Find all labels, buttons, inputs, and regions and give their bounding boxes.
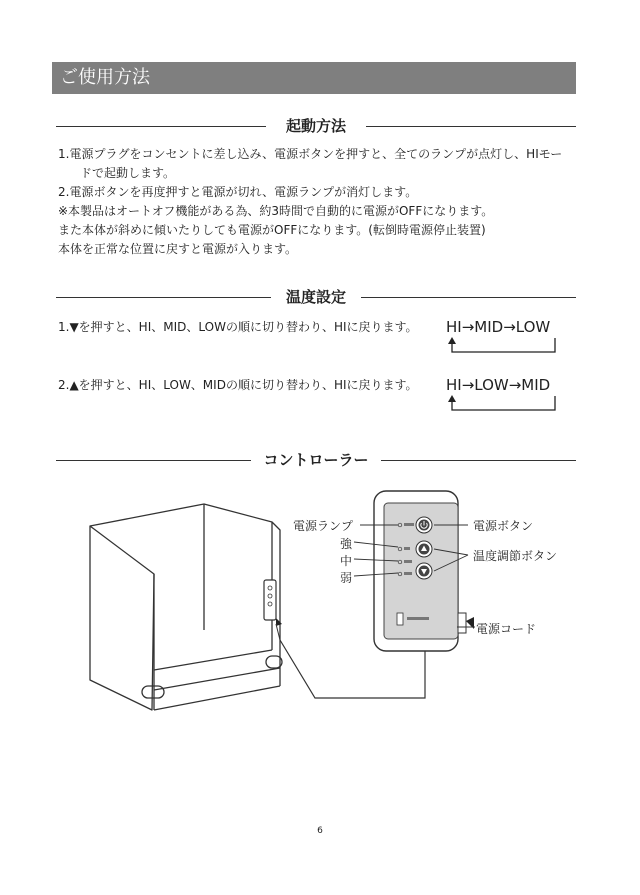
section-title-temperature bbox=[56, 287, 576, 307]
label-strong: 強 bbox=[340, 537, 353, 551]
section-heading: コントローラー bbox=[253, 451, 378, 469]
label-power-lamp: 電源ランプ bbox=[293, 519, 354, 533]
instruction-line: 本体を正常な位置に戻すと電源が入ります。 bbox=[58, 242, 298, 256]
temp-step-1 bbox=[58, 318, 438, 337]
page-header bbox=[52, 62, 576, 94]
instruction-line: ※本製品はオートオフ機能がある為、約3時間で自動的に電源がOFFになります。 bbox=[58, 204, 494, 218]
section-heading: 温度設定 bbox=[276, 288, 356, 306]
section-title-controller bbox=[56, 450, 576, 470]
sequence-down: HI→MID→LOW bbox=[446, 318, 551, 336]
instruction-line: ドで起動します。 bbox=[80, 166, 176, 180]
page-number: 6 bbox=[317, 826, 323, 836]
section-heading: 起動方法 bbox=[276, 117, 356, 135]
cycle-arrow bbox=[440, 394, 570, 416]
label-power-button: 電源ボタン bbox=[473, 519, 534, 533]
cycle-arrow bbox=[440, 336, 570, 358]
temp-step-2 bbox=[58, 376, 438, 395]
label-medium: 中 bbox=[340, 554, 353, 568]
instruction-line: 2.電源ボタンを再度押すと電源が切れ、電源ランプが消灯します。 bbox=[58, 185, 418, 199]
startup-instructions bbox=[58, 145, 578, 259]
section-title-startup bbox=[56, 116, 576, 136]
instruction-line: 1.電源プラグをコンセントに差し込み、電源ボタンを押すと、全てのランプが点灯し、HIモー bbox=[58, 147, 563, 161]
instruction-line: また本体が斜めに傾いたりしても電源がOFFになります。(転倒時電源停止装置) bbox=[58, 223, 486, 237]
instruction-line: 1.▼を押すと、HI、MID、LOWの順に切り替わり、HIに戻ります。 bbox=[58, 320, 418, 334]
instruction-line: 2.▲を押すと、HI、LOW、MIDの順に切り替わり、HIに戻ります。 bbox=[58, 378, 418, 392]
page-title: ご使用方法 bbox=[60, 67, 150, 88]
label-weak: 弱 bbox=[340, 571, 353, 585]
sequence-up: HI→LOW→MID bbox=[446, 376, 551, 394]
label-temp-button: 温度調節ボタン bbox=[473, 549, 558, 563]
label-power-cord: 電源コード bbox=[476, 622, 537, 636]
